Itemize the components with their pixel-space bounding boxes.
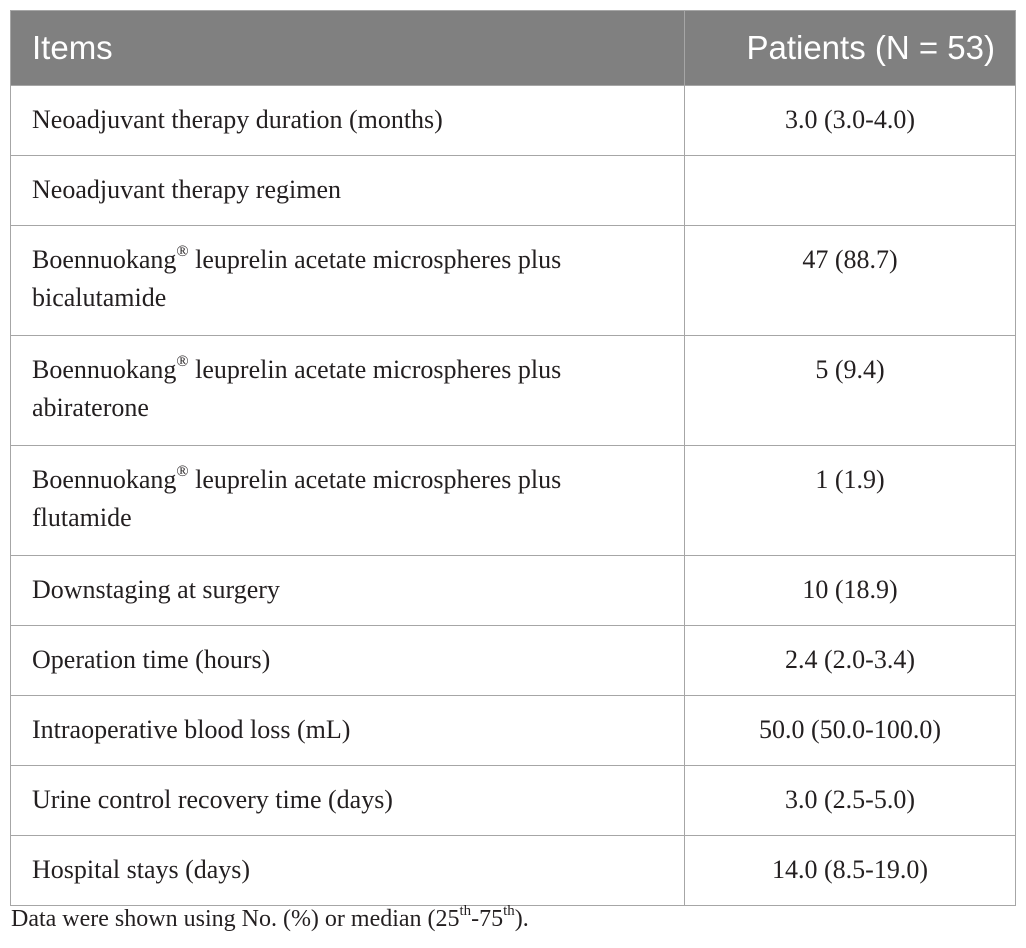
row-value-cell — [685, 446, 1016, 556]
footnote-superscript: th — [503, 902, 515, 919]
footnote-text: ). — [514, 906, 529, 932]
footnote-text: -75 — [471, 906, 504, 932]
row-label-cell — [11, 336, 685, 446]
row-label-drug: Boennuokang — [32, 465, 177, 494]
row-label-cell — [11, 836, 685, 906]
row-label: Intraoperative blood loss (mL) — [32, 715, 351, 744]
table-row — [11, 86, 1016, 156]
table-row — [11, 836, 1016, 906]
row-label: Neoadjuvant therapy regimen — [32, 175, 341, 204]
table-row — [11, 226, 1016, 336]
row-label-cell — [11, 696, 685, 766]
row-value: 47 (88.7) — [802, 245, 898, 274]
row-label: Downstaging at surgery — [32, 575, 280, 604]
table-row — [11, 446, 1016, 556]
row-value: 3.0 (2.5-5.0) — [785, 785, 915, 814]
row-label-cell — [11, 556, 685, 626]
row-label: Urine control recovery time (days) — [32, 785, 393, 814]
registered-mark: ® — [176, 462, 189, 480]
table-row — [11, 626, 1016, 696]
row-value-cell — [685, 766, 1016, 836]
row-value: 14.0 (8.5-19.0) — [772, 855, 928, 884]
row-value-cell — [685, 226, 1016, 336]
table-row — [11, 156, 1016, 226]
table-header-row — [11, 11, 1016, 86]
row-value-cell — [685, 626, 1016, 696]
row-value-cell — [685, 556, 1016, 626]
row-label — [32, 241, 592, 317]
row-label-cell — [11, 156, 685, 226]
row-label-cell — [11, 766, 685, 836]
table-row — [11, 556, 1016, 626]
row-value-cell — [685, 696, 1016, 766]
row-label-drug: Boennuokang — [32, 355, 177, 384]
row-value-cell — [685, 336, 1016, 446]
row-label-regimen: leuprelin acetate microspheres plus flutamide — [32, 465, 562, 532]
row-label-cell — [11, 226, 685, 336]
row-value-cell — [685, 156, 1016, 226]
table-row — [11, 336, 1016, 446]
row-label-regimen: leuprelin acetate microspheres plus bicalutamide — [32, 245, 562, 312]
row-label: Operation time (hours) — [32, 645, 271, 674]
table-footnote — [11, 902, 529, 936]
column-header-items: Items — [11, 11, 685, 86]
row-label-regimen: leuprelin acetate microspheres plus abiraterone — [32, 355, 562, 422]
row-label — [32, 351, 592, 427]
footnote-superscript: th — [459, 902, 472, 919]
row-label-cell — [11, 86, 685, 156]
row-label: Neoadjuvant therapy duration (months) — [32, 105, 443, 134]
footnote-text: Data were shown using No. (%) or median (25 — [11, 906, 460, 932]
column-header-patients: Patients (N = 53) — [685, 11, 1016, 86]
data-table — [10, 10, 1016, 906]
table-row — [11, 696, 1016, 766]
row-label-cell — [11, 446, 685, 556]
row-label — [32, 461, 592, 537]
row-value: 1 (1.9) — [815, 465, 885, 494]
registered-mark: ® — [176, 352, 189, 370]
row-label-drug: Boennuokang — [32, 245, 177, 274]
row-value-cell — [685, 86, 1016, 156]
table-row — [11, 766, 1016, 836]
row-value-cell — [685, 836, 1016, 906]
row-label: Hospital stays (days) — [32, 855, 251, 884]
row-value: 50.0 (50.0-100.0) — [759, 715, 941, 744]
registered-mark: ® — [176, 242, 189, 260]
row-label-cell — [11, 626, 685, 696]
row-value: 5 (9.4) — [815, 355, 885, 384]
row-value: 10 (18.9) — [802, 575, 898, 604]
row-value: 2.4 (2.0-3.4) — [785, 645, 915, 674]
row-value: 3.0 (3.0-4.0) — [785, 105, 915, 134]
